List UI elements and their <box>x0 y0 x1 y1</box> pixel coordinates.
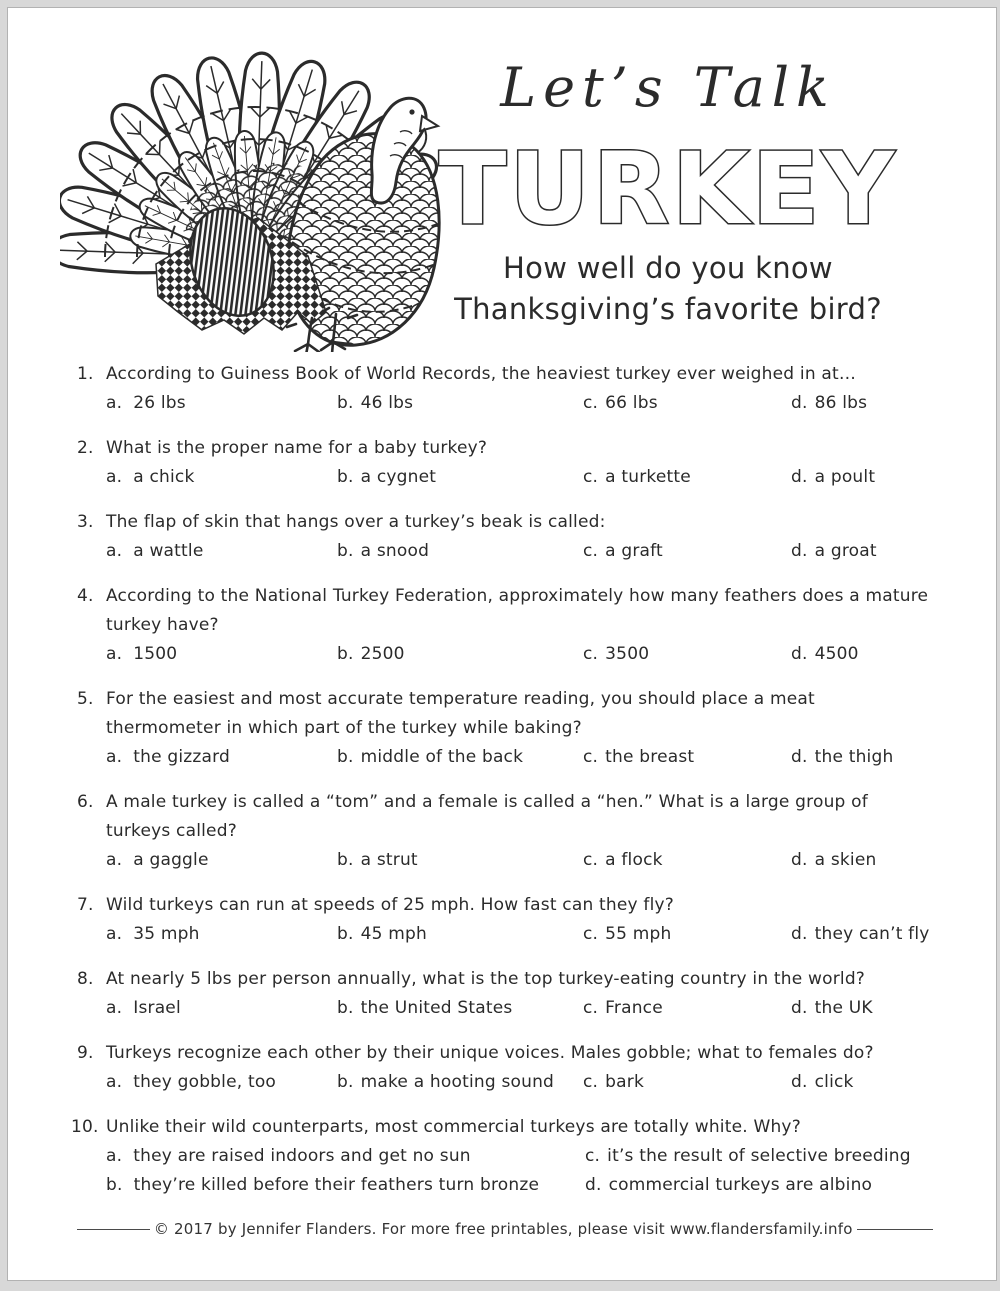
header <box>8 8 996 360</box>
option-a: a. the gizzard <box>106 747 230 767</box>
option-c: c. the breast <box>583 747 695 767</box>
option-b: b. middle of the back <box>337 747 524 767</box>
question-10 <box>71 1113 933 1200</box>
question-8 <box>77 965 933 1023</box>
option-b: b. they’re killed before their feathers turn bronze <box>106 1175 540 1195</box>
option-b: b. 45 mph <box>337 924 427 944</box>
question-7 <box>77 891 933 949</box>
answer-options <box>106 1068 933 1097</box>
question-text: Unlike their wild counterparts, most commercial turkeys are totally white. Why? <box>106 1117 801 1137</box>
option-d: d. a poult <box>791 467 876 487</box>
option-d: d. they can’t fly <box>791 924 930 944</box>
question-number: 1. <box>77 364 94 384</box>
question-number: 10. <box>71 1117 99 1137</box>
option-b: b. 46 lbs <box>337 393 414 413</box>
option-d: d. commercial turkeys are albino <box>585 1175 873 1195</box>
option-b: b. a strut <box>337 850 418 870</box>
option-d: d. a skien <box>791 850 877 870</box>
option-c: c. 66 lbs <box>583 393 658 413</box>
option-a: a. Israel <box>106 998 181 1018</box>
subtitle-line-2: Thanksgiving’s favorite bird? <box>454 292 882 326</box>
question-text: According to Guiness Book of World Records, the heaviest turkey ever weighed in at… <box>106 364 857 384</box>
question-text: Turkeys recognize each other by their unique voices. Males gobble; what to females do? <box>106 1043 874 1063</box>
question-6 <box>77 788 933 875</box>
option-b: b. make a hooting sound <box>337 1072 555 1092</box>
option-b: b. a cygnet <box>337 467 437 487</box>
answer-options <box>106 537 933 566</box>
main-title: TURKEY <box>438 132 898 246</box>
option-c: c. 55 mph <box>583 924 672 944</box>
option-d: d. click <box>791 1072 854 1092</box>
worksheet-page <box>8 8 996 1280</box>
option-b: b. a snood <box>337 541 430 561</box>
answer-options <box>106 640 933 669</box>
question-text: What is the proper name for a baby turkey? <box>106 438 488 458</box>
option-d: d. 86 lbs <box>791 393 868 413</box>
question-number: 6. <box>77 792 94 812</box>
option-a: a. they are raised indoors and get no sun <box>106 1146 471 1166</box>
question-number: 7. <box>77 895 94 915</box>
question-3 <box>77 508 933 566</box>
option-d: d. a groat <box>791 541 877 561</box>
option-a: a. a wattle <box>106 541 204 561</box>
answer-options <box>106 743 933 772</box>
question-number: 8. <box>77 969 94 989</box>
option-c: c. France <box>583 998 663 1018</box>
answer-options <box>106 920 933 949</box>
answer-options <box>106 1142 933 1200</box>
subtitle-line-1: How well do you know <box>503 251 833 285</box>
answer-options <box>106 994 933 1023</box>
question-number: 2. <box>77 438 94 458</box>
option-c: c. a graft <box>583 541 663 561</box>
option-a: a. 35 mph <box>106 924 200 944</box>
copyright-text: © 2017 by Jennifer Flanders. For more free printables, please visit www.flandersfamily.info <box>153 1220 853 1238</box>
option-a: a. a chick <box>106 467 195 487</box>
option-b: b. the United States <box>337 998 513 1018</box>
option-d: d. the UK <box>791 998 873 1018</box>
option-a: a. a gaggle <box>106 850 209 870</box>
question-text: For the easiest and most accurate temperature reading, you should place a meat thermometer in which part of the turkey while baking? <box>106 689 815 738</box>
footer-rule-left <box>77 1229 150 1230</box>
question-1 <box>77 360 933 418</box>
script-title: Let’s Talk <box>500 56 836 119</box>
option-d: d. 4500 <box>791 644 859 664</box>
question-text: At nearly 5 lbs per person annually, what is the top turkey-eating country in the world? <box>106 969 866 989</box>
question-text: Wild turkeys can run at speeds of 25 mph. How fast can they fly? <box>106 895 674 915</box>
option-c: c. bark <box>583 1072 644 1092</box>
question-2 <box>77 434 933 492</box>
question-number: 9. <box>77 1043 94 1063</box>
option-c: c. a turkette <box>583 467 691 487</box>
answer-options <box>106 846 933 875</box>
question-9 <box>77 1039 933 1097</box>
quiz-body <box>71 360 933 1238</box>
footer-rule-right <box>857 1229 933 1230</box>
question-number: 4. <box>77 586 94 606</box>
option-a: a. they gobble, too <box>106 1072 277 1092</box>
question-text: The flap of skin that hangs over a turkey’s beak is called: <box>106 512 606 532</box>
question-5 <box>77 685 933 772</box>
option-c: c. it’s the result of selective breeding <box>585 1146 911 1166</box>
answer-options <box>106 389 933 418</box>
question-4 <box>77 582 933 669</box>
question-number: 5. <box>77 689 94 709</box>
footer <box>77 1220 933 1238</box>
option-c: c. a flock <box>583 850 663 870</box>
option-b: b. 2500 <box>337 644 405 664</box>
question-text: A male turkey is called a “tom” and a female is called a “hen.” What is a large group of turkeys called? <box>106 792 868 841</box>
option-a: a. 26 lbs <box>106 393 186 413</box>
question-number: 3. <box>77 512 94 532</box>
question-text: According to the National Turkey Federation, approximately how many feathers does a mature turkey have? <box>106 586 929 635</box>
subtitle <box>400 248 936 330</box>
option-c: c. 3500 <box>583 644 650 664</box>
option-a: a. 1500 <box>106 644 178 664</box>
main-title-wrap <box>420 128 916 246</box>
answer-options <box>106 463 933 492</box>
option-d: d. the thigh <box>791 747 894 767</box>
